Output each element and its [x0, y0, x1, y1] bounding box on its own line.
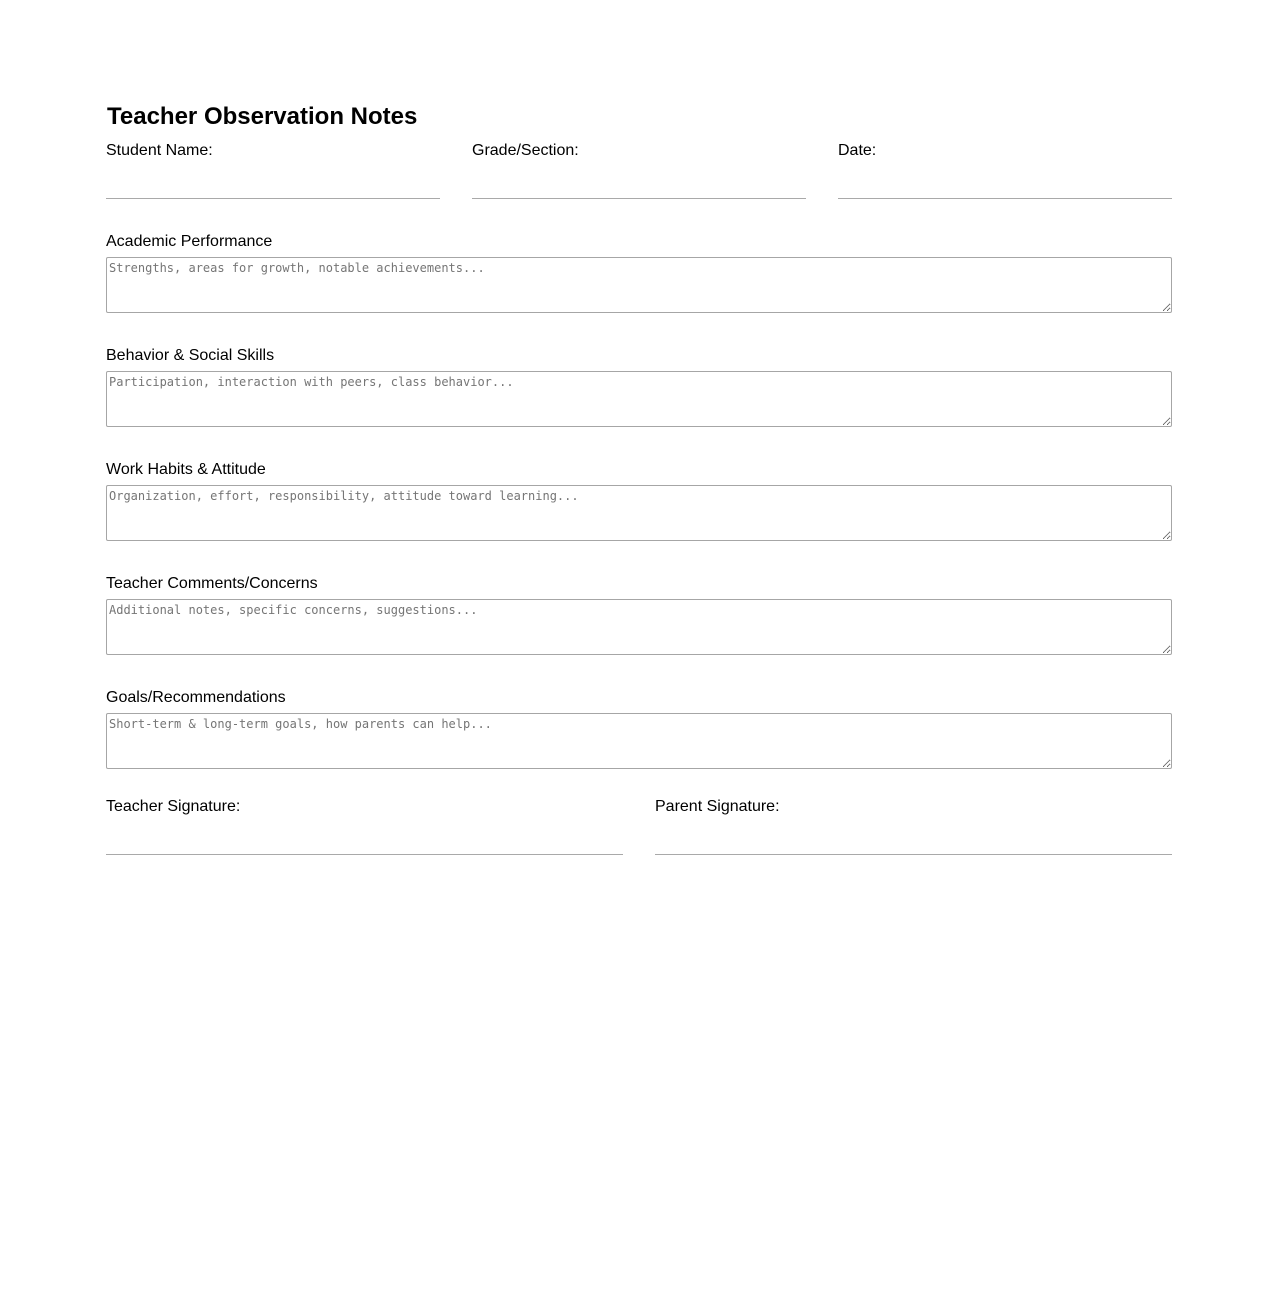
goals-label: Goals/Recommendations: [106, 689, 286, 706]
work-habits-section: [106, 460, 1172, 541]
date-label: Date:: [838, 142, 877, 159]
student-name-input[interactable]: [106, 171, 440, 199]
header-fields-row: [106, 141, 1172, 199]
teacher-comments-textarea[interactable]: [106, 599, 1172, 655]
behavior-social-textarea[interactable]: [106, 371, 1172, 427]
goals-textarea[interactable]: [106, 713, 1172, 769]
parent-signature-label: Parent Signature:: [655, 798, 780, 815]
page-title: Teacher Observation Notes: [107, 103, 418, 130]
date-field: [838, 141, 1172, 199]
academic-performance-textarea[interactable]: [106, 257, 1172, 313]
work-habits-label: Work Habits & Attitude: [106, 461, 266, 478]
teacher-signature-field: [106, 797, 623, 855]
signatures-row: [106, 797, 1172, 855]
grade-section-field: [472, 141, 806, 199]
student-name-label: Student Name:: [106, 142, 213, 159]
teacher-comments-section: [106, 574, 1172, 655]
behavior-social-section: [106, 346, 1172, 427]
behavior-social-label: Behavior & Social Skills: [106, 347, 275, 364]
teacher-signature-input[interactable]: [106, 827, 623, 855]
student-name-field: [106, 141, 440, 199]
observation-form: [106, 100, 1172, 855]
teacher-signature-label: Teacher Signature:: [106, 798, 241, 815]
parent-signature-field: [655, 797, 1172, 855]
grade-section-label: Grade/Section:: [472, 142, 579, 159]
work-habits-textarea[interactable]: [106, 485, 1172, 541]
academic-performance-section: [106, 232, 1172, 313]
parent-signature-input[interactable]: [655, 827, 1172, 855]
academic-performance-label: Academic Performance: [106, 233, 273, 250]
teacher-comments-label: Teacher Comments/Concerns: [106, 575, 318, 592]
grade-section-input[interactable]: [472, 171, 806, 199]
goals-section: [106, 688, 1172, 769]
date-input[interactable]: [838, 171, 1172, 199]
